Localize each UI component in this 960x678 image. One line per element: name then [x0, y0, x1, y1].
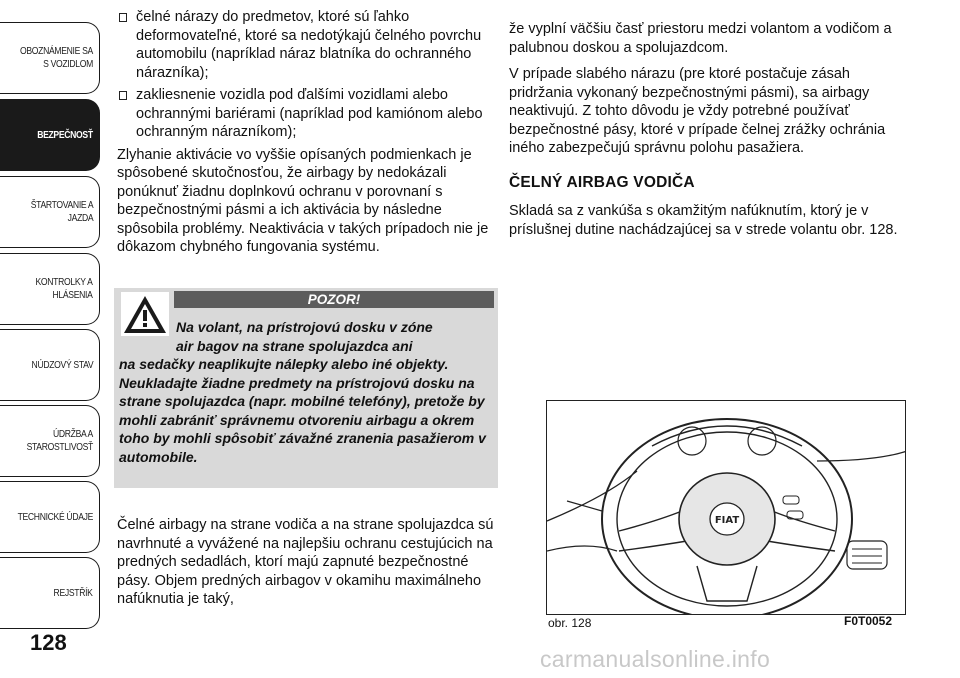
warning-title: POZOR! — [174, 291, 494, 308]
steering-wheel-figure — [546, 400, 906, 615]
bullet-text: zakliesnenie vozidla pod ďalšími vozidlami alebo ochrannými bariérami (napríklad pod kamiónom alebo ochranným nárazníkom); — [136, 87, 483, 140]
chapter-tabs — [0, 0, 102, 630]
paragraph: Čelné airbagy na strane vodiča a na strane spolujazdca sú navrhnuté a vyvážené na najlepšiu ochranu cestujúcich na predných sedadlách, ktorí majú zapnuté bezpečnostné pásy. Objem predných airbagov v okamihu maximálneho nafúknutia je taký, — [117, 517, 494, 607]
paragraph: že vyplní väčšiu časť priestoru medzi volantom a vodičom a palubnou doskou a spolujazdcom. — [509, 21, 892, 56]
figure-code: F0T0052 — [844, 614, 893, 628]
warning-line: Na volant, na prístrojovú dosku v zóne — [176, 319, 433, 335]
paragraph: Zlyhanie aktivácie vo vyššie opísaných podmienkach je spôsobené skutočnosťou, že airbagy by nedokázali ponúknuť žiadnu doplnkovú ochranu v porovnaní s bezpečnostnými pásmi a ich aktivácia by následne spôsobila problémy. Neaktivácia v takých prípadoch nie je dôkazom chybného fungovania systému. — [117, 146, 489, 255]
warning-text — [119, 318, 494, 466]
paragraph: Skladá sa z vankúša s okamžitým nafúknutím, ktorý je v príslušnej dutine nachádzajúcej sa v strede volantu obr. 128. — [509, 203, 898, 238]
tab-udrzba[interactable]: ÚDRŽBA A STAROSTLIVOSŤ — [0, 405, 100, 477]
list-item — [117, 86, 497, 142]
tab-startovanie[interactable]: ŠTARTOVANIE A JAZDA — [0, 176, 100, 248]
tab-oboznamenie[interactable]: OBOZNÁMENIE SA S VOZIDLOM — [0, 22, 100, 94]
warning-line: na sedačky neaplikujte nálepky alebo iné objekty. Neukladajte žiadne predmety na prístrojovú dosku na strane spolujazdca (napr. mobilné telefóny), pretože by mohli zabrániť správnemu otvoreniu airbagu a okrem toho by mohli spôsobiť závažné zranenia pasažierom v automobile. — [119, 356, 486, 465]
tab-rejstrik[interactable]: REJSTŘÍK — [0, 557, 100, 629]
paragraph: V prípade slabého nárazu (pre ktoré postačuje zásah pridržania vykonaný bezpečnostnými pásmi), sa airbagy neaktivujú. Z tohto dôvodu je vždy potrebné používať bezpečnostné pásy, ktoré v prípade čelnej zrážky ochránia iného zabezpečujú správnu polohu pasažiera. — [509, 66, 886, 156]
steering-wheel-illustration — [547, 401, 906, 615]
list-item — [117, 8, 497, 82]
tab-bezpecnost[interactable]: BEZPEČNOSŤ — [0, 99, 100, 171]
tab-kontrolky[interactable]: KONTROLKY A HLÁSENIA — [0, 253, 100, 325]
fiat-logo-text: FIAT — [714, 515, 740, 526]
tab-technicke-udaje[interactable]: TECHNICKÉ ÚDAJE — [0, 481, 100, 553]
figure-caption: obr. 128 — [548, 616, 592, 630]
watermark: carmanualsonline.info — [540, 646, 771, 672]
right-column — [509, 20, 909, 247]
left-column — [117, 8, 497, 257]
warning-line: air bagov na strane spolujazdca ani — [176, 337, 413, 354]
bullet-text: čelné nárazy do predmetov, ktoré sú ľahko deformovateľné, ktoré sa nedotýkajú čelného povrchu automobilu (napríklad náraz blatníka do ochranného nárazníka); — [136, 9, 482, 81]
section-heading: ČELNÝ AIRBAG VODIČA — [509, 173, 695, 191]
tab-nudzovy-stav[interactable]: NÚDZOVÝ STAV — [0, 329, 100, 401]
page-number: 128 — [30, 630, 67, 655]
